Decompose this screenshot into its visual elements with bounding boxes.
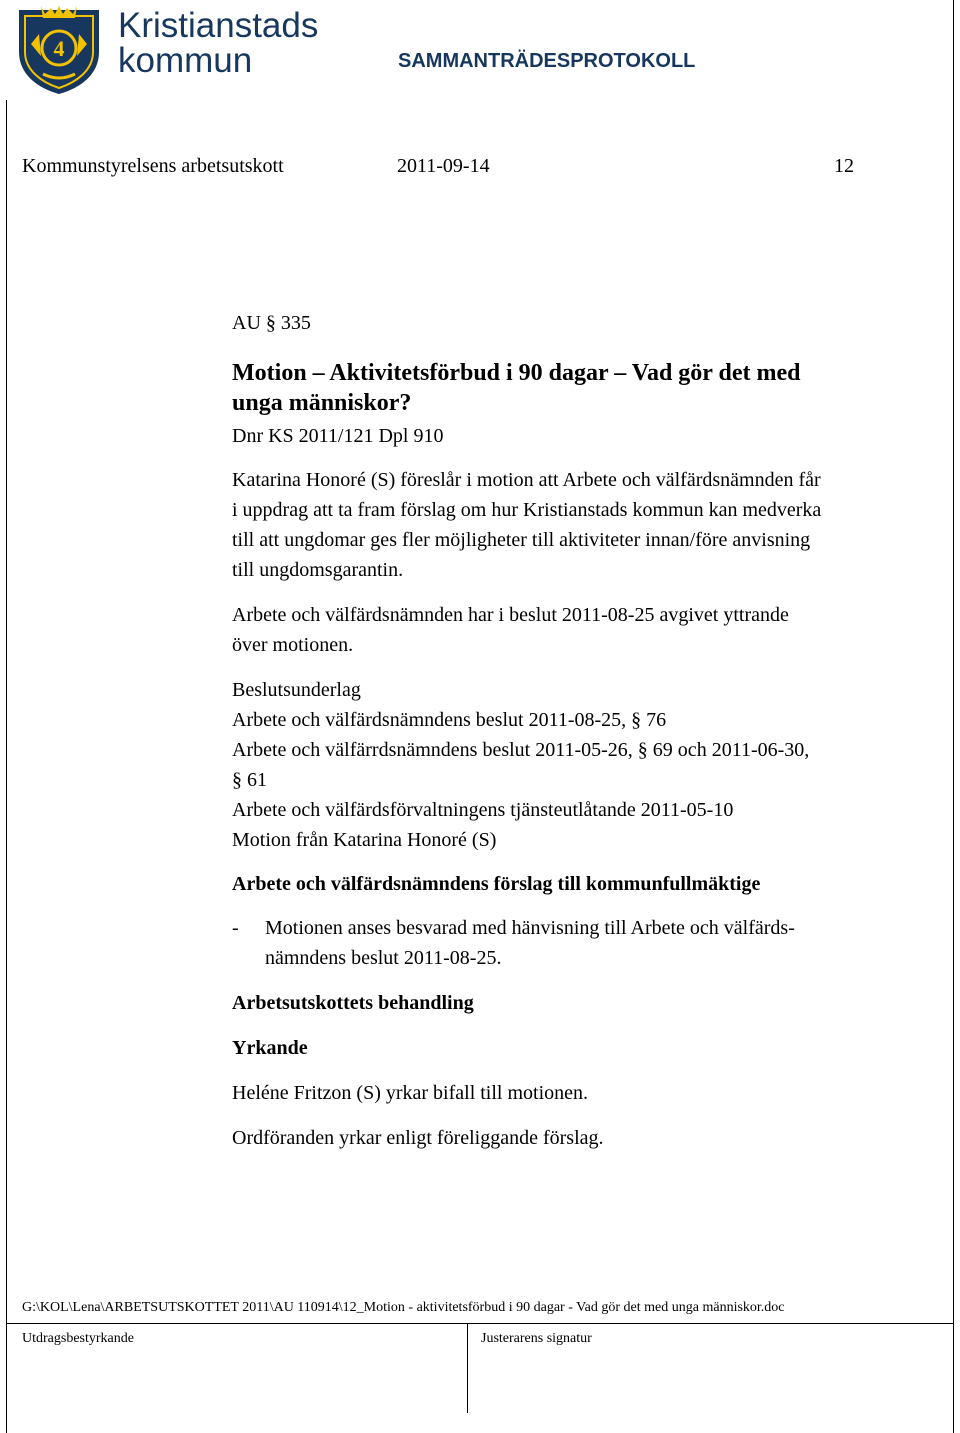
motion-title: [232, 358, 892, 418]
statement-paragraph: [232, 600, 892, 660]
document-type-heading: SAMMANTRÄDESPROTOKOLL: [398, 50, 696, 72]
proposal-line: nämndens beslut 2011-08-25.: [265, 947, 502, 969]
decision-basis-item: Arbete och välfärrdsnämndens beslut 2011-05-26, § 69 och 2011-06-30,: [232, 739, 810, 761]
motion-statement-2: Ordföranden yrkar enligt föreliggande förslag.: [232, 1127, 604, 1149]
paragraph-line: till ungdomsgarantin.: [232, 559, 404, 581]
logo-wordmark-line1: Kristianstads: [118, 6, 319, 45]
proposal-line: Motionen anses besvarad med hänvisning till Arbete och välfärds-: [265, 917, 795, 939]
paragraph-line: i uppdrag att ta fram förslag om hur Kristianstads kommun kan medverka: [232, 499, 822, 521]
decision-basis-heading: Beslutsunderlag: [232, 679, 361, 701]
list-dash: -: [232, 917, 239, 939]
page-number: 12: [834, 155, 854, 177]
decision-basis-section: [232, 675, 892, 855]
motion-title-line2: unga människor?: [232, 390, 412, 416]
meeting-date: 2011-09-14: [397, 155, 490, 177]
footer-top-rule: [6, 1323, 954, 1324]
committee-name: Kommunstyrelsens arbetsutskott: [22, 155, 284, 177]
proposal-heading: Arbete och välfärdsnämndens förslag till kommunfullmäktige: [232, 873, 761, 895]
paragraph-line: Katarina Honoré (S) föreslår i motion att Arbete och välfärdsnämnden får: [232, 469, 821, 491]
diary-number: Dnr KS 2011/121 Dpl 910: [232, 425, 444, 447]
right-margin-rule: [953, 0, 954, 1433]
paragraph-line: till att ungdomar ges fler möjligheter till aktiviteter innan/före anvisning: [232, 529, 811, 551]
logo-wordmark-line2: kommun: [118, 41, 253, 80]
motion-statement-1: Heléne Fritzon (S) yrkar bifall till motionen.: [232, 1082, 589, 1104]
motion-title-line1: Motion – Aktivitetsförbud i 90 dagar – Vad gör det med: [232, 360, 801, 386]
file-path: G:\KOL\Lena\ARBETSUTSKOTTET 2011\AU 110914\12_Motion - aktivitetsförbud i 90 dagar - Vad gör det med unga människor.doc: [22, 1300, 785, 1315]
extract-certifier-label: Utdragsbestyrkande: [22, 1331, 134, 1346]
committee-handling-heading: Arbetsutskottets behandling: [232, 992, 474, 1014]
decision-basis-item: Arbete och välfärdsförvaltningens tjänsteutlåtande 2011-05-10: [232, 799, 734, 821]
decision-basis-item: Motion från Katarina Honoré (S): [232, 829, 497, 851]
paragraph-line: över motionen.: [232, 634, 354, 656]
left-margin-rule: [6, 100, 7, 1433]
decision-basis-item: § 61: [232, 769, 267, 791]
decision-basis-item: Arbete och välfärdsnämndens beslut 2011-08-25, § 76: [232, 709, 667, 731]
adjuster-signature-label: Justerarens signatur: [481, 1331, 592, 1346]
coat-of-arms-icon: [11, 4, 107, 96]
municipality-logo: [6, 2, 319, 97]
proposal-item: [232, 913, 892, 973]
svg-text:4: 4: [53, 36, 65, 61]
paragraph-line: Arbete och välfärdsnämnden har i beslut 2011-08-25 avgivet yttrande: [232, 604, 789, 626]
section-number: AU § 335: [232, 312, 311, 334]
motions-heading: Yrkande: [232, 1037, 308, 1059]
motion-summary-paragraph: [232, 465, 892, 585]
footer-divider: [467, 1323, 468, 1413]
